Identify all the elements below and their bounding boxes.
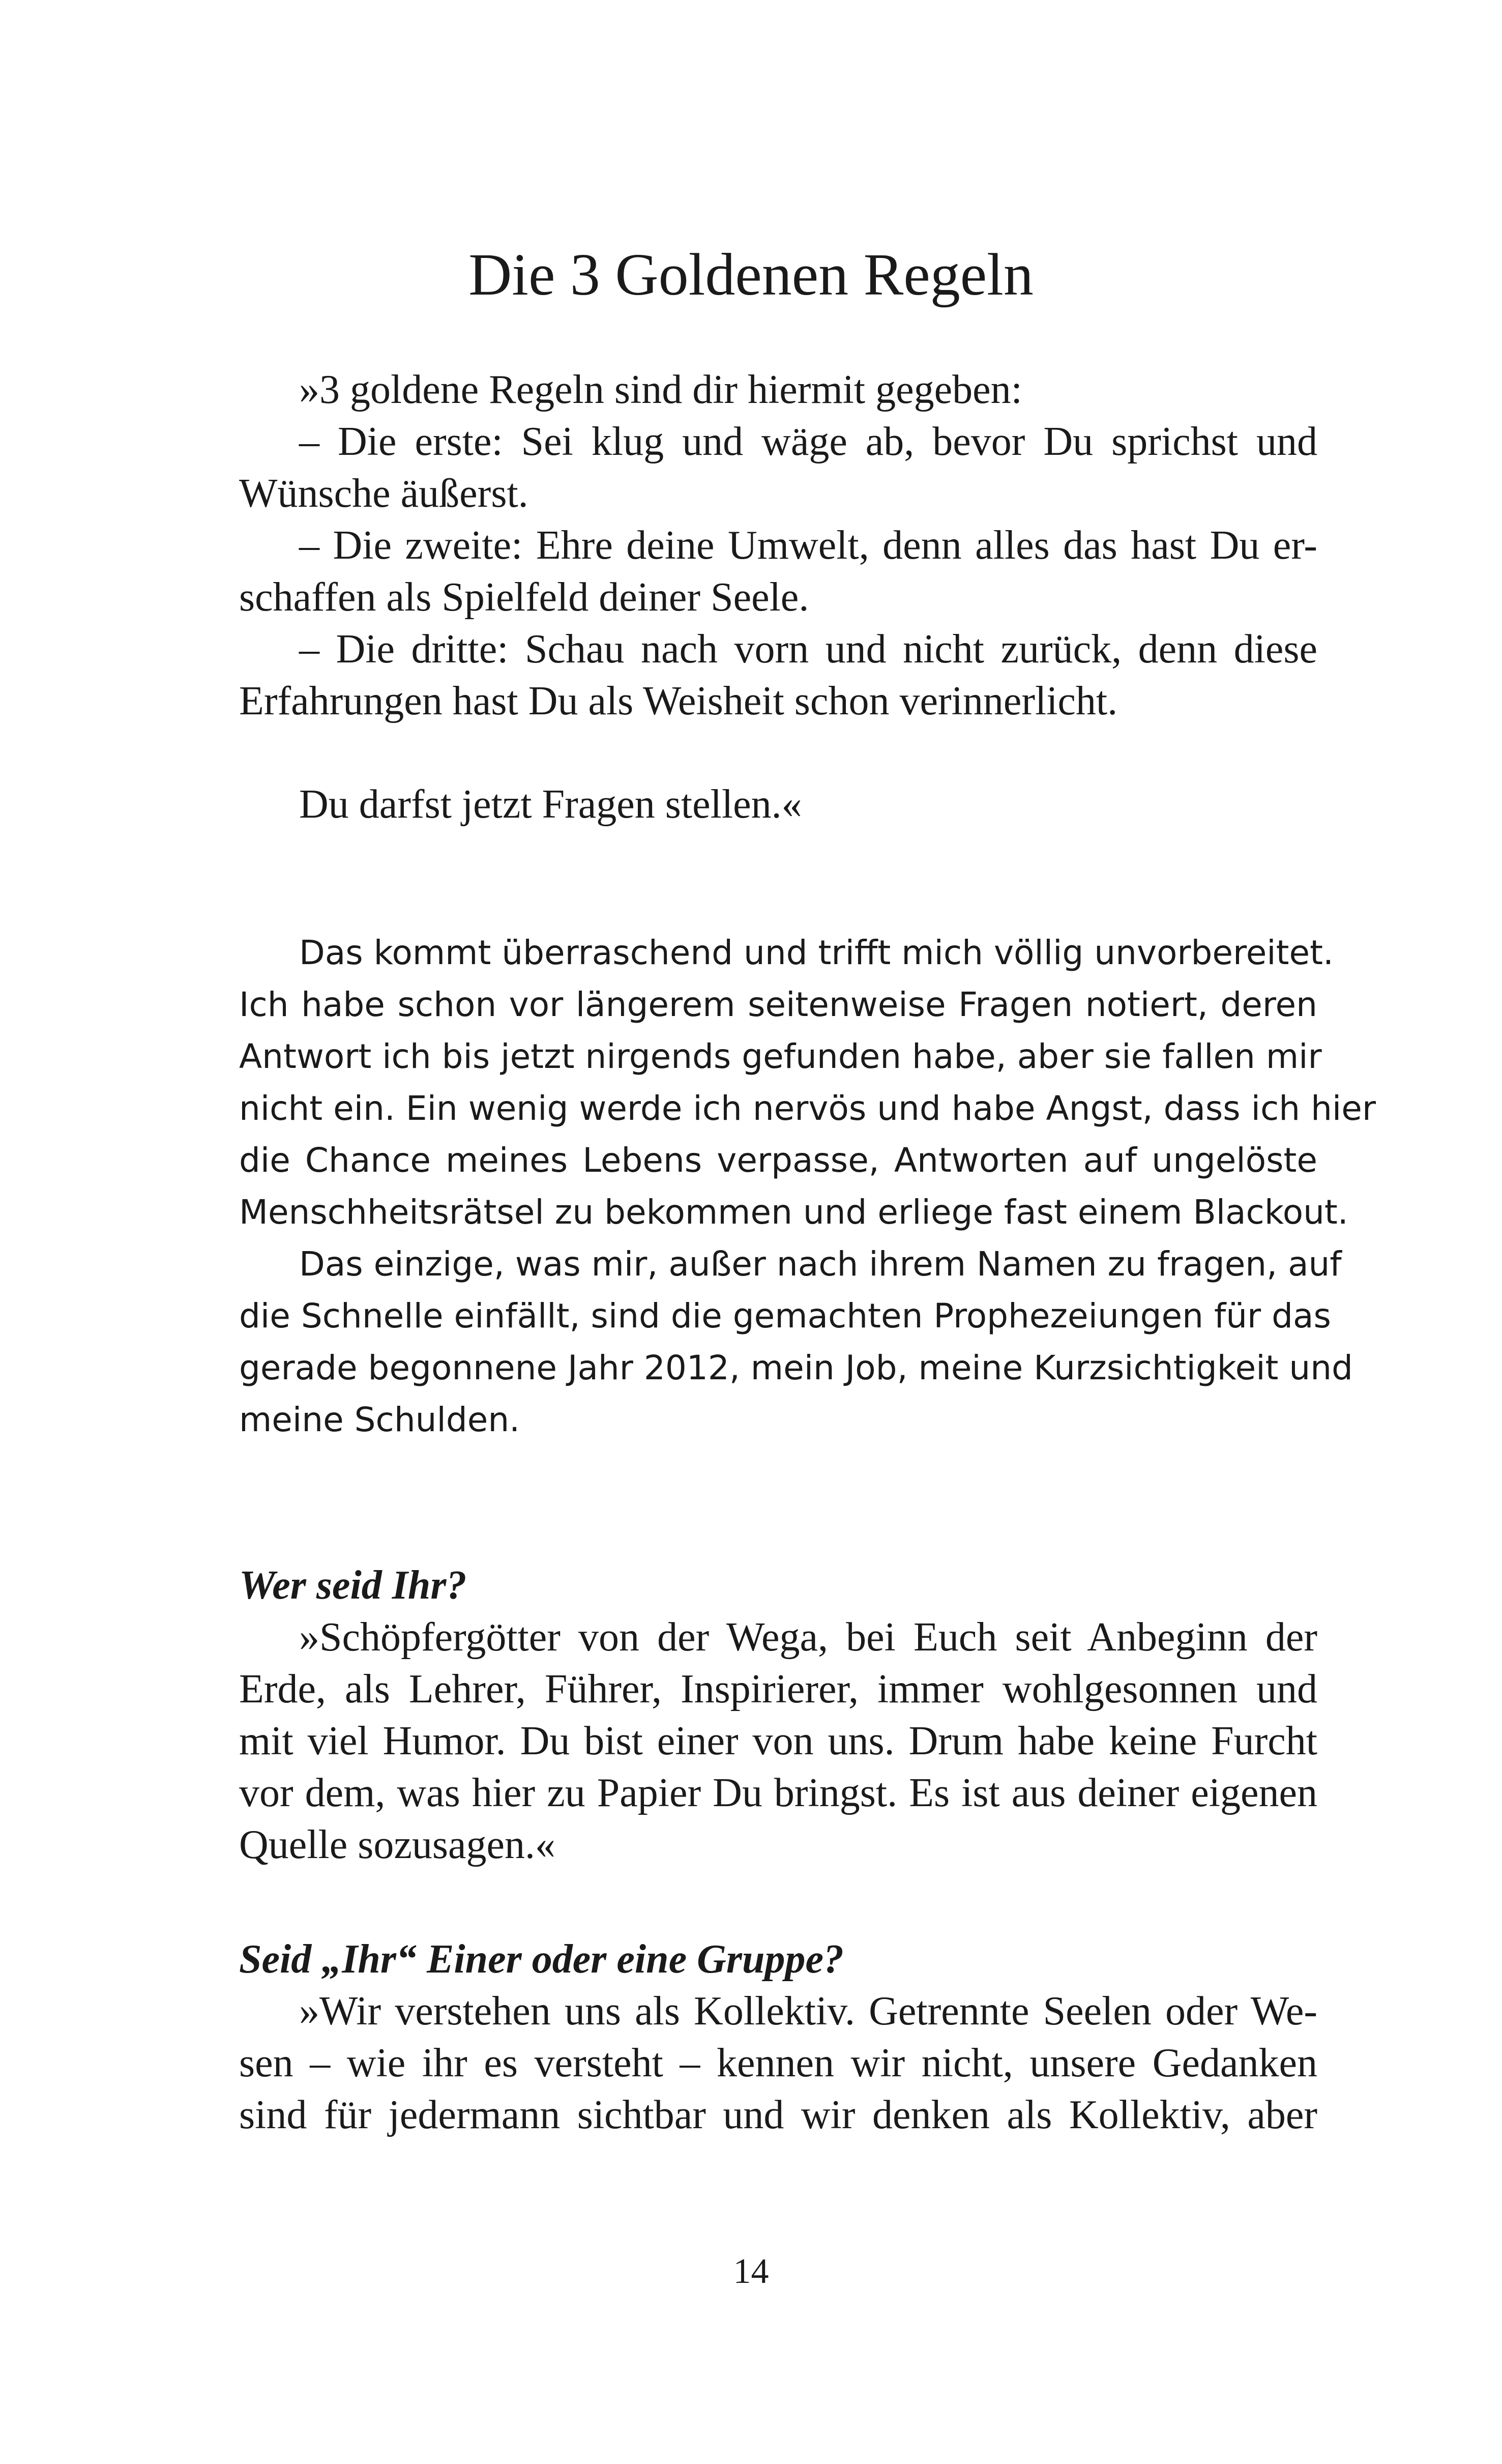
- qa-section-2: [239, 1933, 1317, 2141]
- text-line: »3 goldene Regeln sind dir hiermit gegeben:: [299, 367, 1022, 412]
- text-line: Erfahrungen hast Du als Weisheit schon verinnerlicht.: [239, 679, 1118, 723]
- text-line: schaffen als Spielfeld deiner Seele.: [239, 575, 809, 620]
- text-line: sind für jedermann sichtbar und wir denken als Kollektiv, aber: [239, 2093, 1317, 2137]
- text-line: Ich habe schon vor längerem seitenweise Fragen notiert, deren: [239, 985, 1317, 1024]
- text-line: – Die erste: Sei klug und wäge ab, bevor Du sprichst und: [299, 419, 1317, 464]
- text-line: Das einzige, was mir, außer nach ihrem Namen zu fragen, auf: [299, 1244, 1342, 1284]
- text-line: die Chance meines Lebens verpasse, Antworten auf ungelöste: [239, 1141, 1317, 1180]
- text-line: meine Schulden.: [239, 1400, 520, 1439]
- text-line: Das kommt überraschend und trifft mich völlig unvorbereitet.: [299, 933, 1334, 972]
- text-line: »Schöpfergötter von der Wega, bei Euch seit Anbeginn der: [299, 1615, 1317, 1660]
- text-line: – Die zweite: Ehre deine Umwelt, denn alles das hast Du er-: [299, 523, 1317, 568]
- text-line: Menschheitsrätsel zu bekommen und erliege fast einem Blackout.: [239, 1193, 1348, 1232]
- text-line: die Schnelle einfällt, sind die gemachten Prophezeiungen für das: [239, 1296, 1331, 1336]
- text-line: Quelle sozusagen.«: [239, 1822, 556, 1867]
- text-line: – Die dritte: Schau nach vorn und nicht zurück, denn diese: [299, 627, 1317, 672]
- text-line: mit viel Humor. Du bist einer von uns. Drum habe keine Furcht: [239, 1719, 1317, 1763]
- question-heading: Wer seid Ihr?: [239, 1563, 467, 1608]
- rules-paragraph: [239, 364, 1317, 727]
- text-line: sen – wie ihr es versteht – kennen wir nicht, unsere Gedanken: [239, 2041, 1317, 2085]
- text-line: Erde, als Lehrer, Führer, Inspirierer, immer wohlgesonnen und: [239, 1667, 1317, 1712]
- text-line: »Wir verstehen uns als Kollektiv. Getrennte Seelen oder We-: [299, 1989, 1317, 2034]
- chapter-title: Die 3 Goldenen Regeln: [468, 241, 1034, 308]
- text-line: Wünsche äußerst.: [239, 471, 528, 516]
- page-number: 14: [733, 2252, 769, 2291]
- text-line: gerade begonnene Jahr 2012, mein Job, meine Kurzsichtigkeit und: [239, 1348, 1353, 1387]
- question-heading: Seid „Ihr“ Einer oder eine Gruppe?: [239, 1937, 844, 1982]
- text-line: vor dem, was hier zu Papier Du bringst. Es ist aus deiner eigenen: [239, 1771, 1317, 1815]
- qa-section-1: [239, 1559, 1317, 1871]
- text-line: nicht ein. Ein wenig werde ich nervös und habe Angst, dass ich hier: [239, 1089, 1376, 1128]
- narration-paragraph: [239, 927, 1376, 1446]
- invitation-paragraph: [239, 778, 1317, 830]
- text-line: Du darfst jetzt Fragen stellen.«: [299, 782, 802, 827]
- text-line: Antwort ich bis jetzt nirgends gefunden habe, aber sie fallen mir: [239, 1037, 1322, 1076]
